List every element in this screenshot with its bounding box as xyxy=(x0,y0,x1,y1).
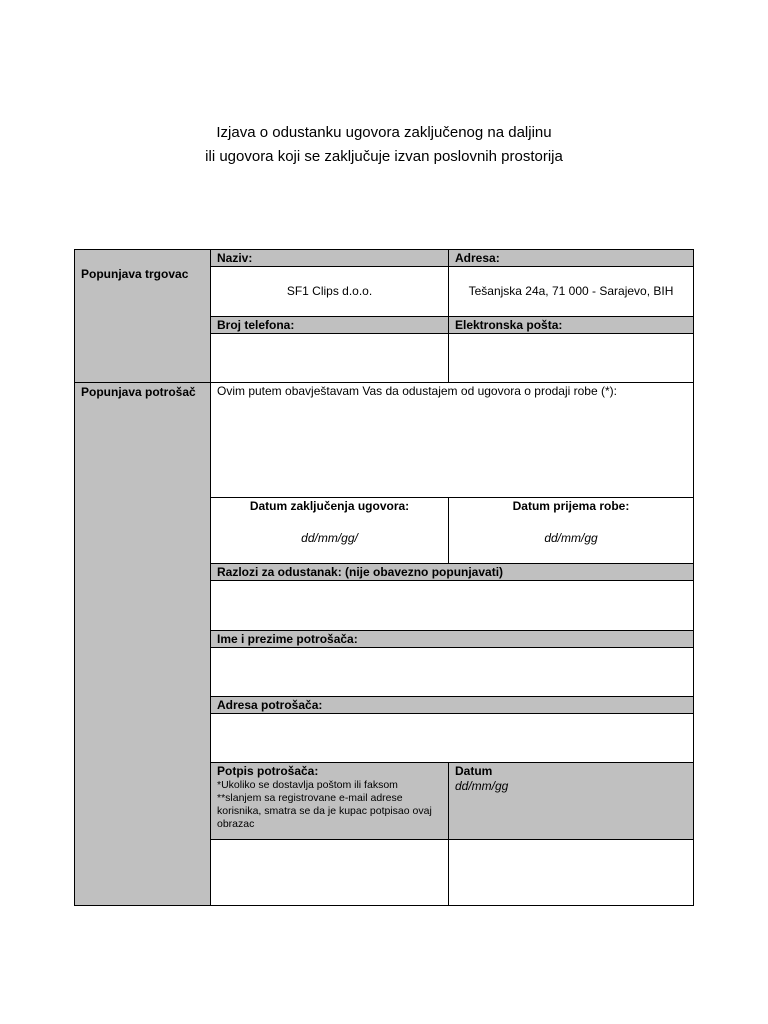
date-header xyxy=(448,763,693,840)
merchant-name-label: Naziv: xyxy=(210,250,448,267)
receipt-date-label: Datum prijema robe: xyxy=(512,499,630,513)
consumer-notice-text: Ovim putem obavještavam Vas da odustajem od ugovora o prodaji robe (*): xyxy=(217,384,617,398)
merchant-phone-field[interactable] xyxy=(210,334,448,383)
receipt-date-placeholder: dd/mm/gg xyxy=(544,531,598,545)
reasons-field[interactable] xyxy=(210,581,693,631)
consumer-section-label: Popunjava potrošač xyxy=(75,383,210,905)
receipt-date-field[interactable] xyxy=(448,498,693,564)
signature-note-1: *Ukoliko se dostavlja poštom ili faksom xyxy=(217,779,398,791)
merchant-email-label: Elektronska pošta: xyxy=(448,317,693,334)
document-title xyxy=(0,121,768,169)
title-line-2: ili ugovora koji se zaključuje izvan poslovnih prostorija xyxy=(205,148,563,165)
merchant-email-field[interactable] xyxy=(448,334,693,383)
consumer-address-field[interactable] xyxy=(210,714,693,763)
reasons-label: Razlozi za odustanak: (nije obavezno popunjavati) xyxy=(210,564,693,581)
merchant-address-value[interactable]: Tešanjska 24a, 71 000 - Sarajevo, BIH xyxy=(448,267,693,317)
merchant-name-value[interactable]: SF1 Clips d.o.o. xyxy=(210,267,448,317)
consumer-name-field[interactable] xyxy=(210,648,693,697)
date-placeholder: dd/mm/gg xyxy=(455,779,509,793)
merchant-phone-label: Broj telefona: xyxy=(210,317,448,334)
date-field[interactable] xyxy=(448,840,693,905)
consumer-name-label: Ime i prezime potrošača: xyxy=(210,631,693,648)
title-line-1: Izjava o odustanku ugovora zaključenog na daljinu xyxy=(216,124,552,141)
contract-date-placeholder: dd/mm/gg/ xyxy=(301,531,358,545)
signature-field[interactable] xyxy=(210,840,448,905)
consumer-notice-field[interactable] xyxy=(210,383,693,498)
signature-note-2: **slanjem sa registrovane e-mail adrese korisnika, smatra se da je kupac potpisao ovaj obrazac xyxy=(217,792,432,830)
date-label: Datum xyxy=(455,764,493,778)
merchant-section-label: Popunjava trgovac xyxy=(75,250,210,383)
contract-date-label: Datum zaključenja ugovora: xyxy=(249,499,410,513)
consumer-address-label: Adresa potrošača: xyxy=(210,697,693,714)
signature-header xyxy=(210,763,448,840)
signature-label: Potpis potrošača: xyxy=(217,764,319,778)
contract-date-field[interactable] xyxy=(210,498,448,564)
withdrawal-form xyxy=(74,249,694,906)
merchant-address-label: Adresa: xyxy=(448,250,693,267)
